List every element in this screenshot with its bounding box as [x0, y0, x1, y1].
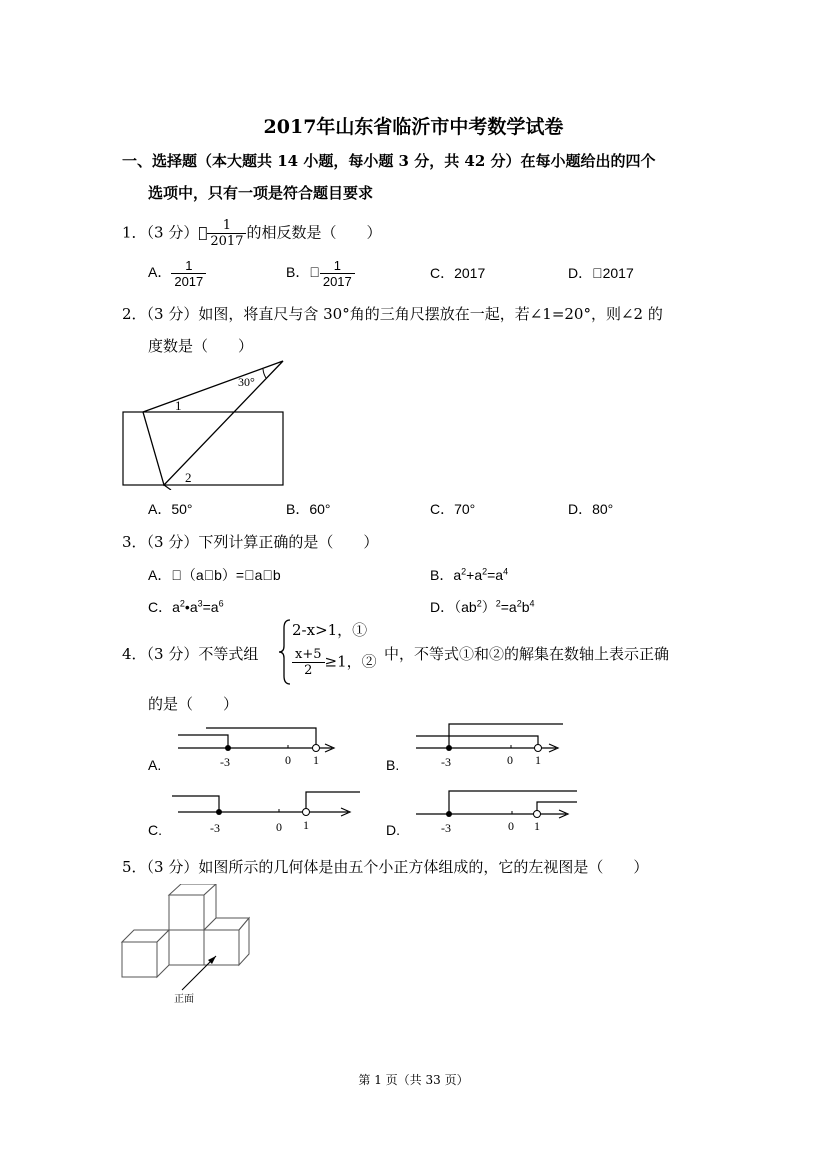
- triangle-ruler: [143, 361, 283, 485]
- qd-tick-0: 0: [508, 819, 514, 833]
- q4-option-a-numberline: [170, 720, 342, 772]
- q1-frac-num: 1: [207, 218, 246, 234]
- page-title: 2017年山东省临沂市中考数学试卷: [263, 116, 564, 138]
- qa-tick-1: 1: [313, 753, 319, 767]
- q4-option-d-numberline: [408, 786, 580, 838]
- q1-suffix: 的相反数是（ ）: [246, 223, 382, 242]
- q3-b-part3: =a: [487, 567, 504, 583]
- ruler-rect: [123, 412, 283, 485]
- cube-mid-front: [169, 930, 204, 965]
- qc-tick-m3: -3: [210, 821, 220, 835]
- qb-tick-m3: -3: [441, 755, 451, 769]
- q3-b-exp2: 2: [482, 566, 488, 577]
- q3-c-exp3: 6: [218, 598, 224, 609]
- qd-tick-m3: -3: [441, 821, 451, 835]
- q2-option-d[interactable]: D．80°: [568, 501, 614, 517]
- q1-minus-glyph:  : [198, 223, 208, 242]
- q3-option-b[interactable]: [430, 565, 508, 585]
- q1-fraction: [207, 218, 246, 249]
- q1-option-d[interactable]: D． 2017: [568, 265, 634, 281]
- q1-option-a[interactable]: [148, 258, 206, 289]
- q4-suffix: 中，不等式①和②的解集在数轴上表示正确: [384, 645, 670, 663]
- q1-option-b-label: B．: [286, 264, 310, 281]
- q3-b-part1: B．a: [430, 567, 462, 583]
- q5-cubes-figure: [118, 884, 254, 1006]
- q2-option-a[interactable]: A．50°: [148, 501, 193, 517]
- q3-d-exp2: 2: [495, 598, 501, 609]
- qb-tick-0: 0: [507, 753, 513, 767]
- q2-option-b[interactable]: B．60°: [286, 501, 331, 517]
- qa-tick-m3: -3: [220, 755, 230, 769]
- q4-option-b-numberline: [408, 720, 568, 772]
- qa-tick-0: 0: [285, 753, 291, 767]
- q4-option-c[interactable]: C.: [148, 822, 162, 838]
- q3-b-exp1: 2: [461, 566, 467, 577]
- q2-option-c[interactable]: C．70°: [430, 501, 476, 517]
- question-1: [122, 218, 381, 249]
- q1-option-b[interactable]: [286, 258, 355, 289]
- angle-1-label: 1: [175, 398, 182, 413]
- q3-c-part2: •a: [184, 599, 198, 615]
- q3-option-a[interactable]: A． （a b）= a b: [148, 567, 281, 583]
- q3-c-exp2: 3: [197, 598, 203, 609]
- section-heading-line2: 选项中，只有一项是符合题目要求: [148, 184, 374, 202]
- q3-b-part2: +a: [466, 567, 483, 583]
- question-5: 5．（3 分）如图所示的几何体是由五个小正方体组成的，它的左视图是（ ）: [122, 858, 649, 876]
- qc-tick-0: 0: [276, 820, 282, 834]
- q3-option-d[interactable]: [430, 597, 535, 617]
- angle-30-label: 30°: [238, 375, 255, 389]
- q4-option-c-numberline: [170, 788, 370, 838]
- triangle-vertex-extension: [164, 485, 171, 490]
- q4-ineq2-fraction: [292, 647, 325, 678]
- page-footer: 第 1 页（共 33 页）: [358, 1073, 469, 1087]
- q4-ineq2-rest: ≥1，②: [324, 652, 377, 671]
- qb-tick-1: 1: [535, 753, 541, 767]
- q3-d-exp1: 2: [476, 598, 482, 609]
- q1-option-a-label: A．: [148, 264, 172, 281]
- q1-b-num: 1: [320, 258, 355, 274]
- q1-b-den: 2017: [322, 274, 352, 289]
- q3-c-part3: =a: [202, 599, 219, 615]
- q3-d-part3: =a: [500, 599, 517, 615]
- q4-system-brace: [278, 618, 292, 686]
- q3-d-exp3: 2: [516, 598, 522, 609]
- q1-option-c[interactable]: C．2017: [430, 265, 486, 281]
- question-3: 3．（3 分）下列计算正确的是（ ）: [122, 533, 379, 551]
- q1-frac-den: 2017: [210, 234, 244, 249]
- qd-tick-1: 1: [534, 819, 540, 833]
- q3-d-part4: b: [521, 599, 530, 615]
- q1-a-num: 1: [171, 258, 206, 274]
- q4-option-b[interactable]: B.: [386, 757, 400, 773]
- q3-b-exp3: 4: [503, 566, 509, 577]
- section-heading-line1: 一、选择题（本大题共 14 小题，每小题 3 分，共 42 分）在每小题给出的四个: [122, 152, 656, 170]
- question-2-line1: 2．（3 分）如图，将直尺与含 30°角的三角尺摆放在一起，若∠1=20°，则∠2 的: [122, 305, 663, 323]
- q3-d-exp4: 4: [529, 598, 535, 609]
- q2-ruler-triangle-figure: [118, 356, 290, 490]
- q4-option-a[interactable]: A.: [148, 757, 162, 773]
- cube-left-front: [122, 942, 157, 977]
- q4-option-d[interactable]: D.: [386, 822, 400, 838]
- q3-d-part1: D．（ab: [430, 599, 477, 615]
- q1-prefix: 1．（3 分）: [122, 223, 199, 242]
- q4-prefix: 4．（3 分）不等式组: [122, 645, 259, 663]
- q1-option-b-fraction: [320, 258, 355, 289]
- q3-option-c[interactable]: [148, 597, 224, 617]
- q1-option-a-fraction: [171, 258, 206, 289]
- angle-arc-30: [263, 369, 266, 378]
- question-2-line2: 度数是（ ）: [148, 337, 254, 355]
- q4-inequality-2: [292, 647, 377, 678]
- q1-a-den: 2017: [174, 274, 204, 289]
- question-4-line2: 的是（ ）: [148, 695, 239, 713]
- q4-inequality-1: 2-x>1，①: [292, 621, 368, 639]
- front-label: 正面: [174, 994, 194, 1005]
- q1-option-b-minus:  : [309, 264, 320, 281]
- angle-2-label: 2: [185, 470, 192, 485]
- q4-ineq2-num: x+5: [292, 647, 325, 663]
- q3-c-exp1: 2: [179, 598, 185, 609]
- q4-ineq2-den: 2: [304, 663, 313, 678]
- q3-d-part2: ）: [481, 599, 496, 615]
- cube-upper-front: [169, 895, 204, 930]
- qc-tick-1: 1: [303, 818, 309, 832]
- q3-c-part1: C．a: [148, 599, 180, 615]
